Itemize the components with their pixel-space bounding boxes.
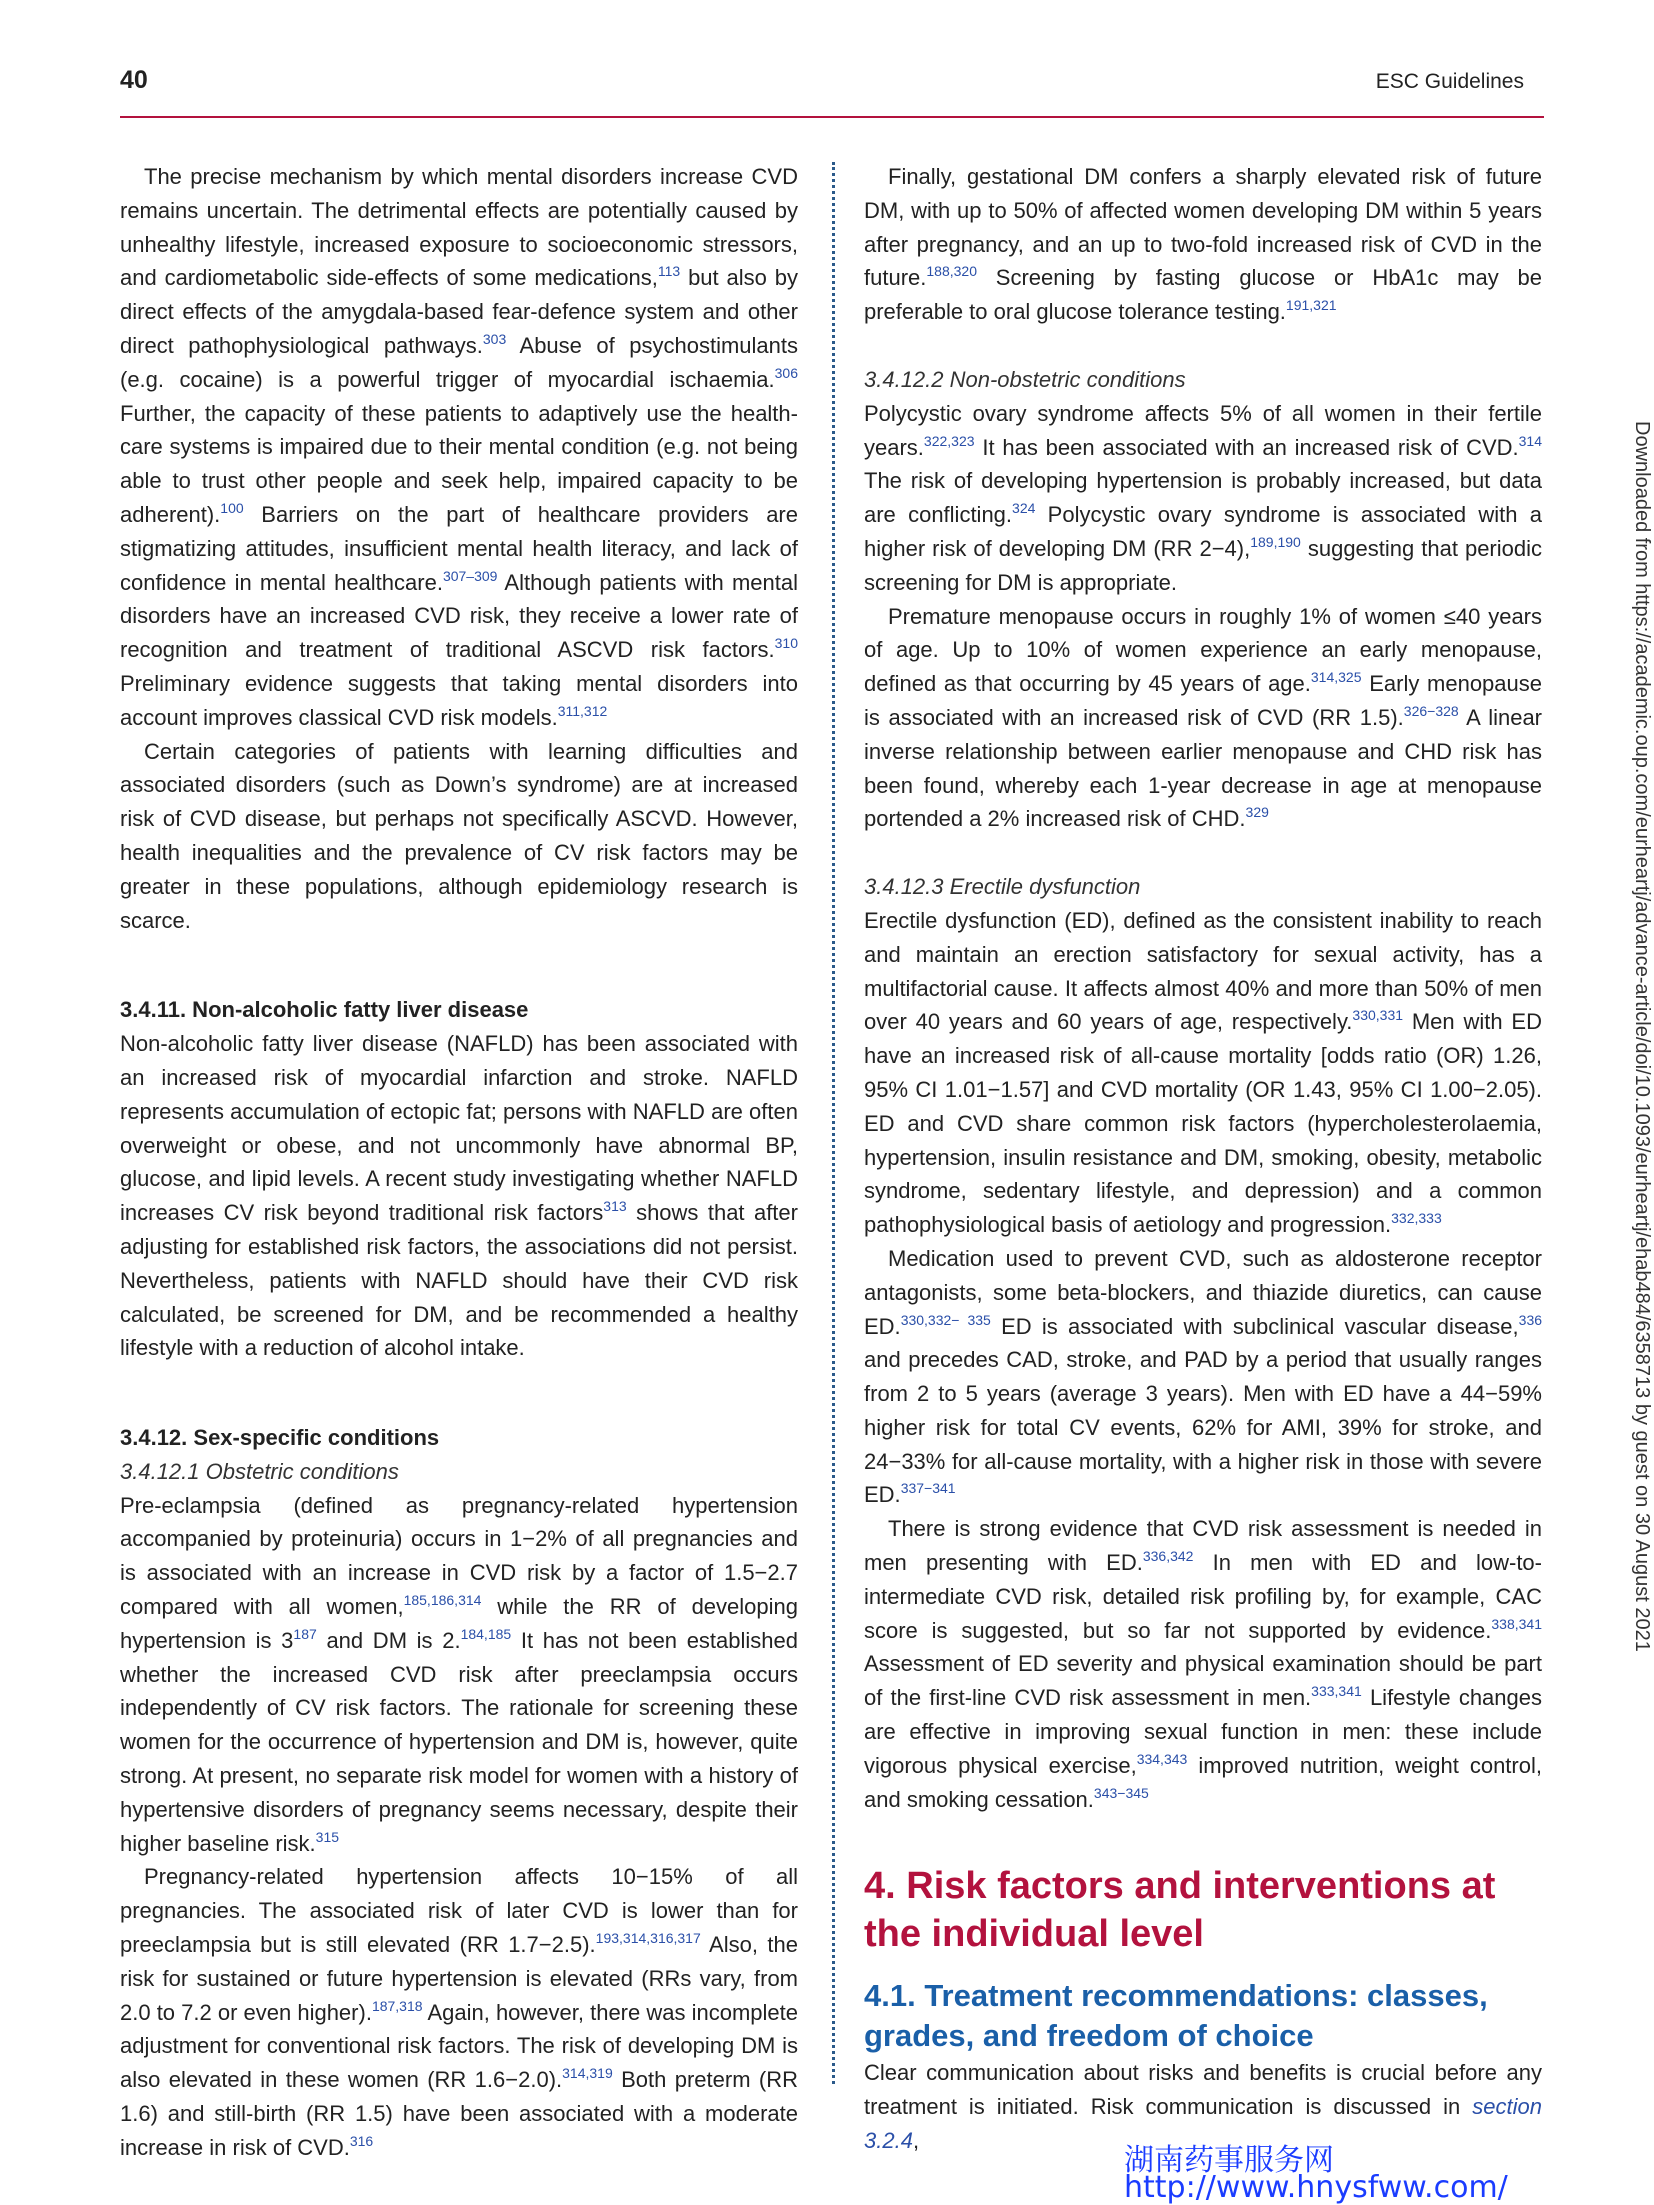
citation-ref[interactable]: 187 bbox=[293, 1625, 317, 1642]
section-heading-sex-specific: 3.4.12. Sex-specific conditions bbox=[120, 1425, 440, 1451]
citation-ref[interactable]: 324 bbox=[1012, 500, 1036, 517]
citation-ref[interactable]: 189,190 bbox=[1250, 533, 1301, 550]
left-paragraph-pregnancy-hypertension: Pregnancy-related hypertension affects 10−15% of all pregnancies. The associated risk of later CVD is lower than for preeclampsia but is still elevated (RR 1.7−2.5).$^{193,314,316,317}$ Also, the risk for sustained or future hypertension is elevated (RRs vary, from 2.0 to 7.2 or even higher).$^{187,318}$ Again, however, there was incomplete adjustment for conventional risk factors. The risk of developing DM is also elevated in these women (RR 1.6−2.0).$^{314,319}$ Both preterm (RR 1.6) and still-birth (RR 1.5) have been associated with a moderate increase in risk of CVD.$^{316}$ bbox=[120, 1864, 798, 2160]
right-column bbox=[864, 160, 1542, 2158]
watermark-chinese: 湖南药事服务网 bbox=[1124, 2143, 1334, 2178]
citation-ref[interactable]: 191,321 bbox=[1285, 297, 1337, 314]
citation-ref[interactable]: 315 bbox=[315, 1828, 340, 1845]
citation-ref[interactable]: 337−341 bbox=[900, 1480, 956, 1497]
citation-ref[interactable]: 188,320 bbox=[926, 263, 977, 280]
right-paragraph-ed-medication: Medication used to prevent CVD, such as aldosterone receptor antagonists, some beta-blockers, and thiazide diuretics, can cause ED.$^{330,332- 335}$ ED is associated with subclinical vascular disease,$^{336}$ and precedes CAD, stroke, and PAD by a period that usually ranges from 2 to 5 years (average 3 years). Men with ED have a 44−59% higher risk for total CV events, 62% for AMI, 39% for stroke, and 24−33% for all-cause mortality, with a higher risk in those with severe ED.$^{337-341}$ bbox=[864, 1245, 1543, 1508]
left-column bbox=[120, 160, 798, 2165]
citation-ref[interactable]: 313 bbox=[603, 1198, 627, 1215]
journal-name: ESC Guidelines bbox=[1375, 70, 1524, 93]
subheading-obstetric: 3.4.12.1 Obstetric conditions bbox=[120, 1458, 399, 1484]
citation-ref[interactable]: 332,333 bbox=[1391, 1210, 1442, 1227]
section-heading-nafld: 3.4.11. Non-alcoholic fatty liver disease bbox=[120, 997, 529, 1023]
left-paragraph-mental-mechanism: The precise mechanism by which mental disorders increase CVD remains uncertain. The detrimental effects are potentially caused by unhealthy lifestyle, increased exposure to socioeconomic stressors, and cardiometabolic side-effects of some medications,$^{113}$ but also by direct effects of the amygdala-based fear-defence system and other direct pathophysiological pathways.$^{303}$ Abuse of psychostimulants (e.g. cocaine) is a powerful trigger of myocardial ischaemia.$^{306}$ Further, the capacity of these patients to adaptively use the health-care systems is impaired due to their mental condition (e.g. not being able to trust other people and seek help, impaired capacity to be adherent).$^{100}$ Barriers on the part of healthcare providers are stigmatizing attitudes, insufficient mental health literacy, and lack of confidence in mental healthcare.$^{307-309}$ Although patients with mental disorders have an increased CVD risk, they receive a lower rate of recognition and treatment of traditional ASCVD risk factors.$^{310}$ Preliminary evidence suggests that taking mental disorders into account improves classical CVD risk models.$^{311,312}$ bbox=[120, 164, 798, 730]
citation-ref[interactable]: 326−328 bbox=[1403, 702, 1459, 719]
citation-ref[interactable]: 314 bbox=[1518, 432, 1542, 449]
citation-ref[interactable]: 306 bbox=[774, 364, 798, 381]
right-paragraph-menopause: Premature menopause occurs in roughly 1% of women ≤40 years of age. Up to 10% of women experience an early menopause, defined as that occurring by 45 years of age.$^{314,325}$ Early menopause is associated with an increased risk of CVD (RR 1.5).$^{326-328}$ A linear inverse relationship between earlier menopause and CHD risk has been found, whereby each 1-year decrease in age at menopause portended a 2% increased risk of CHD.$^{329}$ bbox=[864, 603, 1543, 832]
page-number: 40 bbox=[120, 66, 148, 94]
citation-ref[interactable]: 100 bbox=[220, 499, 244, 516]
subheading-non-obstetric: 3.4.12.2 Non-obstetric conditions bbox=[864, 366, 1186, 392]
citation-ref[interactable]: 330,332− 335 bbox=[900, 1311, 991, 1328]
citation-ref[interactable]: 333,341 bbox=[1311, 1683, 1362, 1700]
right-paragraph-pcos: Polycystic ovary syndrome affects 5% of all women in their fertile years.$^{322,323}$ It has been associated with an increased risk of CVD.$^{314}$ The risk of developing hypertension is probably increased, but data are conflicting.$^{324}$ Polycystic ovary syndrome is associated with a higher risk of developing DM (RR 2−4),$^{189,190}$ suggesting that periodic screening for DM is appropriate. bbox=[864, 400, 1542, 595]
citation-ref[interactable]: 113 bbox=[657, 263, 681, 280]
download-note-text: Downloaded from https://academic.oup.com/eurheartj/advance-article/doi/10.1093/eurheartj/ehab484/6358713 by guest on 30 August 2021 bbox=[1631, 421, 1653, 1652]
citation-ref[interactable]: 322,323 bbox=[923, 432, 975, 449]
right-paragraph-ed: Erectile dysfunction (ED), defined as the consistent inability to reach and maintain an erection satisfactory for sexual activity, has a multifactorial cause. It affects almost 40% and more than 50% of men over 40 years and 60 years of age, respectively.$^{330,331}$ Men with ED have an increased risk of all-cause mortality [odds ratio (OR) 1.26, 95% CI 1.01−1.57] and CVD mortality (OR 1.43, 95% CI 1.00−2.05). ED and CVD share common risk factors (hypercholesterolaemia, hypertension, insulin resistance and DM, smoking, obesity, metabolic syndrome, sedentary lifestyle, and depression) and a common pathophysiological basis of aetiology and progression.$^{332,333}$ bbox=[864, 907, 1542, 1238]
citation-ref[interactable]: 187,318 bbox=[371, 1997, 423, 2014]
download-note-vertical bbox=[1631, 421, 1654, 1801]
citation-ref[interactable]: 303 bbox=[482, 330, 507, 347]
citation-ref[interactable]: 311,312 bbox=[557, 702, 608, 719]
citation-ref[interactable]: 184,185 bbox=[460, 1625, 512, 1642]
risk-communication-text: Clear communication about risks and benefits is crucial before any treatment is initiated. Risk communication is discussed in bbox=[864, 2060, 1542, 2120]
left-paragraph-learning-difficulties: Certain categories of patients with learning difficulties and associated disorders (such as Down’s syndrome) are at increased risk of CVD disease, but perhaps not specifically ASCVD. However, health inequalities and the prevalence of CV risk factors may be greater in these populations, although epidemiology research is scarce. bbox=[120, 738, 798, 933]
column-divider bbox=[832, 162, 835, 2084]
citation-ref[interactable]: 307–309 bbox=[442, 567, 498, 584]
citation-ref[interactable]: 310 bbox=[774, 635, 798, 652]
citation-ref[interactable]: 314,325 bbox=[1310, 669, 1362, 686]
left-paragraph-preeclampsia: Pre-eclampsia (defined as pregnancy-related hypertension accompanied by proteinuria) occurs in 1−2% of all pregnancies and is associated with an increase in CVD risk by a factor of 1.5−2.7 compared with all women,$^{185,186,314}$ while the RR of developing hypertension is $3^{187}$ and DM is 2.$^{184,185}$ It has not been established whether the increased CVD risk after preeclampsia occurs independently of CV risk factors. The rationale for screening these women for the occurrence of hypertension and DM is, however, quite strong. At present, no separate risk model for women with a history of hypertensive disorders of pregnancy seems necessary, despite their higher baseline risk.$^{315}$ bbox=[120, 1492, 798, 1856]
citation-ref[interactable]: 336,342 bbox=[1142, 1548, 1194, 1565]
right-paragraph-gestational-dm: Finally, gestational DM confers a sharply elevated risk of future DM, with up to 50% of affected women developing DM within 5 years after pregnancy, and an up to two-fold increased risk of CVD in the future.$^{188,320}$ Screening by fasting glucose or HbA1c may be preferable to oral glucose tolerance testing.$^{191,321}$ bbox=[864, 164, 1542, 325]
citation-ref[interactable]: 338,341 bbox=[1491, 1615, 1542, 1632]
section-heading-treatment-recommendations: 4.1. Treatment recommendations: classes, grades, and freedom of choice bbox=[864, 1978, 1488, 2054]
risk-communication-end: , bbox=[912, 2128, 920, 2154]
right-paragraph-ed-assessment: There is strong evidence that CVD risk assessment is needed in men presenting with ED.$^{336,342}$ In men with ED and low-to-intermediate CVD risk, detailed risk profiling by, for example, CAC score is suggested, but so far not supported by evidence.$^{338,341}$ Assessment of ED severity and physical examination should be part of the first-line CVD risk assessment in men.$^{333,341}$ Lifestyle changes are effective in improving sexual function in men: these include vigorous physical exercise,$^{334,343}$ improved nutrition, weight control, and smoking cessation.$^{343-345}$ bbox=[864, 1516, 1542, 1812]
chapter-heading-risk-factors: 4. Risk factors and interventions at the individual level bbox=[864, 1865, 1496, 1956]
header-rule bbox=[120, 116, 1544, 118]
citation-ref[interactable]: 193,314,316,317 bbox=[595, 1930, 701, 1947]
section-link-3-2-4[interactable]: section 3.2.4 bbox=[864, 2094, 1542, 2154]
citation-ref[interactable]: 343−345 bbox=[1093, 1784, 1149, 1801]
citation-ref[interactable]: 336 bbox=[1518, 1311, 1543, 1328]
citation-ref[interactable]: 329 bbox=[1245, 804, 1269, 821]
citation-ref[interactable]: 316 bbox=[349, 2132, 374, 2149]
citation-ref[interactable]: 185,186,314 bbox=[403, 1592, 482, 1609]
citation-ref[interactable]: 314,319 bbox=[562, 2065, 613, 2082]
left-paragraph-nafld: Non-alcoholic fatty liver disease (NAFLD) has been associated with an increased risk of myocardial infarction and stroke. NAFLD represents accumulation of ectopic fat; persons with NAFLD are often overweight or obese, and not uncommonly have abnormal BP, glucose, and lipid levels. A recent study investigating whether NAFLD increases CV risk beyond traditional risk factors$^{313}$ shows that after adjusting for established risk factors, the associations did not persist. Nevertheless, patients with NAFLD should have their CVD risk calculated, be screened for DM, and be recommended a healthy lifestyle with a reduction of alcohol intake. bbox=[120, 1031, 798, 1361]
citation-ref[interactable]: 330,331 bbox=[1352, 1007, 1404, 1024]
citation-ref[interactable]: 334,343 bbox=[1136, 1750, 1188, 1767]
subheading-erectile-dysfunction: 3.4.12.3 Erectile dysfunction bbox=[864, 874, 1141, 900]
watermark-url[interactable]: http://www.hnysfww.com/ bbox=[1124, 2170, 1508, 2205]
